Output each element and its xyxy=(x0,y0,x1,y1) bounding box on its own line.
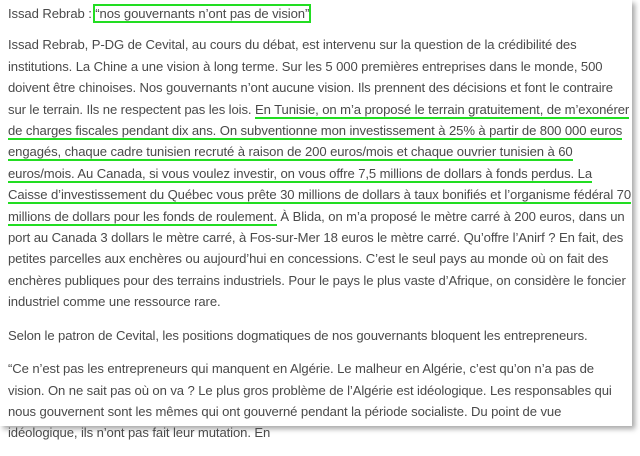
highlighted-passage: En Tunisie, on m’a proposé le terrain gratuitement, de m’exonérer de charges fiscales pendant dix ans. On subventionne mon investissement à 25% à partir de 800 000 euros engagés, chaque cadre tunisien recruté à raison de 200 euros/mois et chaque ouvrier tunisien à 60 euros/mois. Au Canada, si vous voulez investir, on vous offre 7,5 millions de dollars à fonds perdus. La Caisse d’investissement du Québec vous prête 30 millions de dollars à taux bonifiés et l’organisme fédéral 70 millions de dollars pour les fonds de roulement. xyxy=(8,101,632,224)
title-quote-highlight: “nos gouvernants n’ont pas de vision” xyxy=(95,6,310,21)
paragraph-2: Selon le patron de Cevital, les positions dogmatiques de nos gouvernants bloquent les entrepreneurs. xyxy=(8,327,588,343)
title-prefix: Issad Rebrab : xyxy=(8,6,96,21)
paragraph-1 xyxy=(8,34,632,312)
paragraph-1-intro: Issad Rebrab, P-DG de Cevital, au cours du débat, est intervenu sur la question de la crédibilité des institutions. La Chine a une vision à long terme. Sur les 5 000 premières entreprises dans le monde, 500 doivent être chinoises. Nos gouvernants n’ont aucune vision. Ils prennent des décisions et font le contraire sur le terrain. Ils ne respectent pas les lois. xyxy=(8,37,613,117)
paragraph-3: “Ce n’est pas les entrepreneurs qui manquent en Algérie. Le malheur en Algérie, c’est qu’on n’a pas de vision. On ne sait pas où on va ? Le plus gros problème de l’Algérie est idéologique. Les responsables qui nous gouvernent sont les mêmes qui ont gouverné pendant la période socialiste. Du point de vue idéologique, ils n’ont pas fait leur mutation. En xyxy=(8,361,612,441)
paragraph-1-rest: À Blida, on m’a proposé le mètre carré à 200 euros, dans un port au Canada 3 dollars le mètre carré, à Fos-sur-Mer 18 euros le mètre carré. Qu’offre l’Anirf ? En fait, des petites parcelles aux enchères ou aujourd’hui en concessions. C’est le seul pays au monde où on fait des enchères publiques pour des terrains industriels. Pour le pays le plus vaste d’Afrique, on considère le foncier industriel comme une ressource rare. xyxy=(8,208,626,310)
article-content xyxy=(8,3,632,456)
article-title xyxy=(8,3,632,24)
